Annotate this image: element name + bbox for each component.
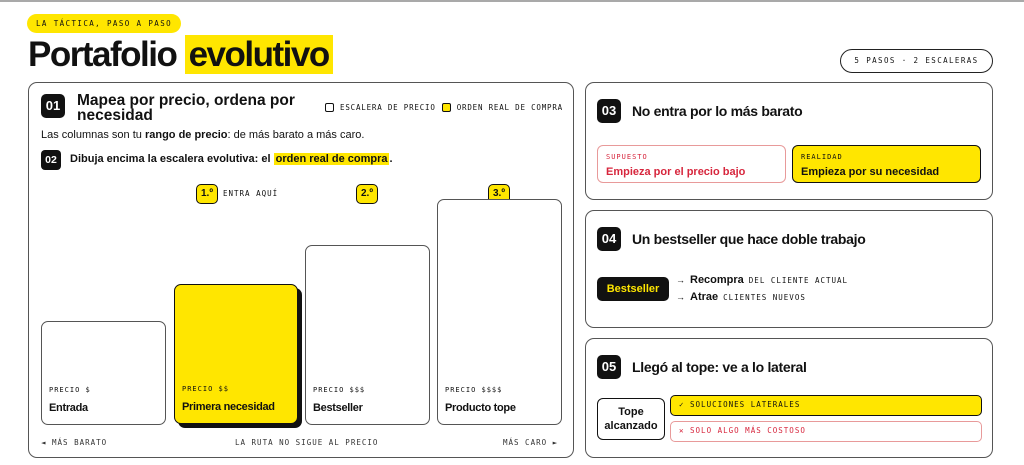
step-2-badge: 02 bbox=[41, 150, 61, 170]
attract-note: CLIENTES NUEVOS bbox=[723, 293, 806, 302]
step-2-highlight: orden real de compra bbox=[275, 153, 388, 165]
step-3-badge: 03 bbox=[597, 99, 621, 123]
order-marker-3: 3.º bbox=[488, 184, 510, 204]
legend bbox=[325, 103, 563, 112]
step-2-text-part: . bbox=[389, 153, 393, 165]
more-expensive-option: ✕ SOLO ALGO MÁS COSTOSO bbox=[670, 421, 982, 442]
arrow-right-icon: → bbox=[676, 292, 685, 302]
assumption-key: SUPUESTO bbox=[606, 153, 648, 161]
step-1-subtitle bbox=[41, 129, 364, 141]
page-title-main: Portafolio bbox=[28, 35, 177, 74]
legend-price-swatch bbox=[325, 103, 334, 112]
price-column-top-product bbox=[437, 199, 562, 425]
column-price: PRECIO $ bbox=[49, 386, 91, 394]
step-4-title: Un bestseller que hace doble trabajo bbox=[632, 231, 866, 247]
price-column-bestseller bbox=[305, 245, 430, 425]
order-marker-1-note: ENTRA AQUÍ bbox=[223, 189, 279, 198]
column-price: PRECIO $$$ bbox=[313, 386, 366, 394]
column-name: Entrada bbox=[49, 402, 88, 414]
column-name: Primera necesidad bbox=[182, 401, 275, 413]
axis-center-label: LA RUTA NO SIGUE AL PRECIO bbox=[235, 438, 379, 447]
legend-price-label: ESCALERA DE PRECIO bbox=[340, 103, 436, 112]
step-1-title: Mapea por precio, ordena por necesidad bbox=[77, 92, 295, 124]
reality-value: Empieza por su necesidad bbox=[801, 166, 940, 178]
step-2-text-part: Dibuja encima la escalera evolutiva: el bbox=[70, 153, 274, 165]
assumption-box bbox=[597, 145, 786, 183]
repurchase-line bbox=[676, 274, 848, 286]
order-marker-2: 2.º bbox=[356, 184, 378, 204]
step-3-title: No entra por lo más barato bbox=[632, 103, 803, 119]
subtitle-part: : de más barato a más caro. bbox=[227, 129, 365, 141]
bestseller-badge: Bestseller bbox=[597, 277, 669, 301]
column-price: PRECIO $$$$ bbox=[445, 386, 503, 394]
subtitle-part: Las columnas son tu bbox=[41, 129, 145, 141]
order-marker-1: 1.º bbox=[196, 184, 218, 204]
step-5-title: Llegó al tope: ve a lo lateral bbox=[632, 359, 807, 375]
page-title-highlight: evolutivo bbox=[185, 35, 333, 74]
step-3-panel bbox=[585, 82, 993, 200]
page-title bbox=[28, 34, 333, 76]
arrow-right-icon: → bbox=[676, 275, 685, 285]
legend-real-swatch bbox=[442, 103, 451, 112]
axis-left-label: ◄ MÁS BARATO bbox=[41, 438, 108, 447]
price-column-first-need bbox=[174, 284, 298, 424]
column-name: Producto tope bbox=[445, 402, 516, 414]
column-name: Bestseller bbox=[313, 402, 363, 414]
subtitle-bold: rango de precio bbox=[144, 129, 228, 141]
price-ladder-panel bbox=[28, 82, 574, 458]
attract-line bbox=[676, 291, 806, 303]
axis-right-label: MÁS CARO ► bbox=[503, 438, 559, 447]
step-5-badge: 05 bbox=[597, 355, 621, 379]
lateral-solutions-option: ✓ SOLUCIONES LATERALES bbox=[670, 395, 982, 416]
assumption-value: Empieza por el precio bajo bbox=[606, 166, 746, 178]
step-5-panel bbox=[585, 338, 993, 458]
attract-label: Atrae bbox=[690, 291, 719, 303]
step-4-badge: 04 bbox=[597, 227, 621, 251]
ceiling-reached-box: Tope alcanzado bbox=[597, 398, 665, 440]
reality-box bbox=[792, 145, 981, 183]
repurchase-label: Recompra bbox=[690, 274, 744, 286]
repurchase-note: DEL CLIENTE ACTUAL bbox=[748, 276, 849, 285]
step-1-badge: 01 bbox=[41, 94, 65, 118]
legend-real-label: ORDEN REAL DE COMPRA bbox=[456, 103, 563, 112]
section-tag: LA TÁCTICA, PASO A PASO bbox=[27, 14, 181, 33]
price-column-entry bbox=[41, 321, 166, 425]
top-divider bbox=[0, 0, 1024, 2]
step-2-text bbox=[70, 153, 393, 165]
step-4-panel bbox=[585, 210, 993, 328]
column-price: PRECIO $$ bbox=[182, 385, 229, 393]
steps-summary-pill: 5 PASOS · 2 ESCALERAS bbox=[840, 49, 993, 73]
reality-key: REALIDAD bbox=[801, 153, 843, 161]
